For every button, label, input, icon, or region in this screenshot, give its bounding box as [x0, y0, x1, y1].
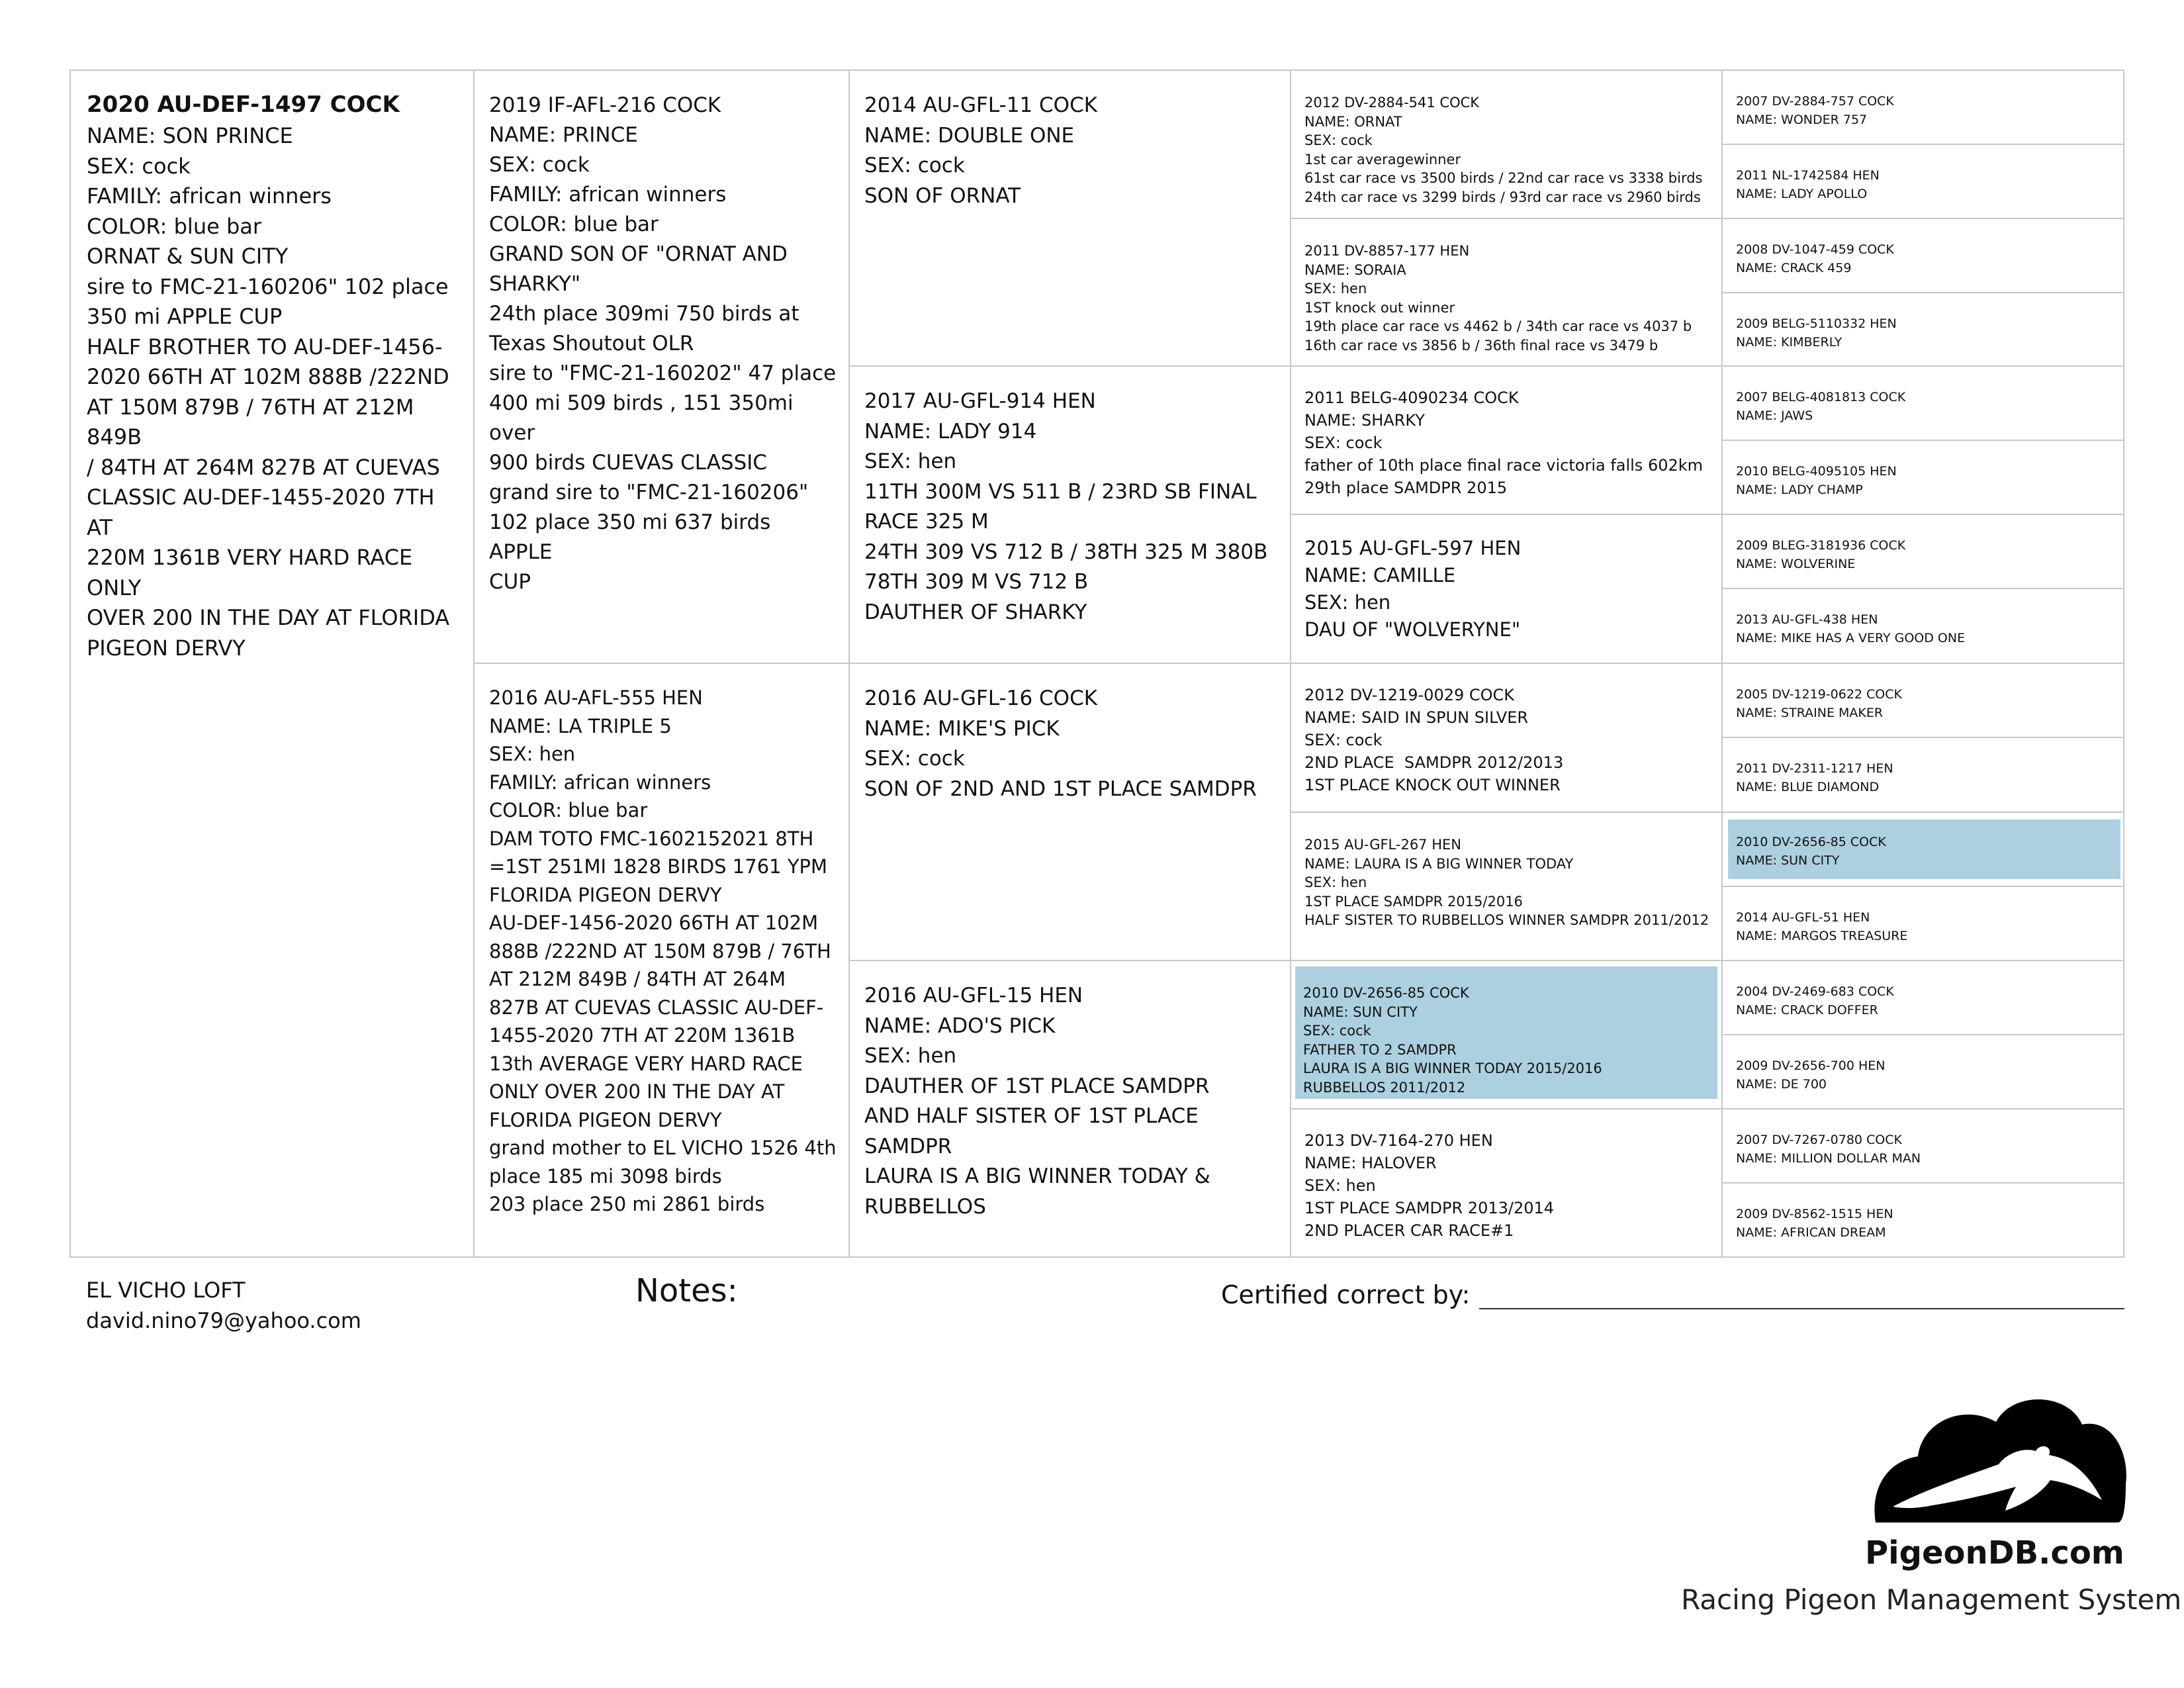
bird-detail-line: AT 212M 849B / 84TH AT 264M: [489, 968, 786, 990]
loft-name: EL VICHO LOFT: [86, 1278, 246, 1303]
bird-detail-line: NAME: LADY 914: [864, 419, 1037, 444]
band-number: 2019 IF-AFL-216 COCK: [489, 93, 721, 117]
bird-detail-line: SEX: hen: [864, 449, 957, 473]
bird-detail-line: 888B /222ND AT 150M 879B / 76TH: [489, 939, 831, 962]
bird-detail-line: NAME: WONDER 757: [1736, 113, 1868, 127]
band-number: 2011 NL-1742584 HEN: [1736, 168, 1880, 183]
band-number: 2004 DV-2469-683 COCK: [1736, 984, 1894, 999]
band-number: 2009 BLEG-3181936 COCK: [1736, 538, 1906, 553]
bird-detail-line: NAME: JAWS: [1736, 408, 1813, 423]
sire-dam-cell: [848, 365, 1291, 664]
bird-detail-line: RUBBELLOS 2011/2012: [1303, 1079, 1466, 1096]
gen4-cell-1: [1290, 70, 1723, 219]
bird-detail-line: 827B AT CUEVAS CLASSIC AU-DEF-: [489, 996, 824, 1019]
bird-detail-line: 16th car race vs 3856 b / 36th final race vs 3479 b: [1304, 337, 1659, 353]
bird-detail-line: NAME: LAURA IS A BIG WINNER TODAY: [1304, 855, 1574, 872]
gen5-cell-15: [1721, 1108, 2124, 1184]
bird-detail-line: NAME: ORNAT: [1304, 113, 1402, 130]
bird-detail-line: NAME: DOUBLE ONE: [864, 123, 1075, 148]
band-number: 2009 BELG-5110332 HEN: [1736, 316, 1897, 331]
bird-detail-line: NAME: LADY CHAMP: [1736, 483, 1863, 497]
gen5-cell-11: [1721, 812, 2124, 887]
bird-detail-line: ONLY OVER 200 IN THE DAY AT: [489, 1080, 785, 1103]
gen5-cell-5: [1721, 365, 2124, 441]
bird-detail-line: / 84TH AT 264M 827B AT CUEVAS: [87, 454, 440, 480]
band-number: 2010 DV-2656-85 COCK: [1303, 985, 1469, 1001]
bird-detail-line: 2ND PLACE SAMDPR 2012/2013: [1304, 753, 1564, 772]
gen5-cell-8: [1721, 588, 2124, 664]
band-number: 2015 AU-GFL-267 HEN: [1304, 837, 1461, 853]
bird-detail-line: 11TH 300M VS 511 B / 23RD SB FINAL: [864, 479, 1257, 504]
bird-detail-line: DAM TOTO FMC-1602152021 8TH: [489, 827, 814, 850]
bird-detail-line: LAURA IS A BIG WINNER TODAY &: [864, 1164, 1210, 1188]
bird-detail-line: COLOR: blue bar: [87, 213, 262, 239]
bird-detail-line: 1ST PLACE KNOCK OUT WINNER: [1304, 776, 1561, 794]
bird-detail-line: SHARKY": [489, 272, 581, 296]
bird-detail-line: NAME: SON PRINCE: [87, 123, 293, 148]
gen5-cell-10: [1721, 737, 2124, 813]
bird-detail-line: NAME: DE 700: [1736, 1077, 1827, 1092]
band-number: 2005 DV-1219-0622 COCK: [1736, 687, 1902, 702]
gen5-cell-1: [1721, 70, 2124, 145]
bird-detail-line: 2020 66TH AT 102M 888B /222ND: [87, 364, 449, 389]
band-number: 2015 AU-GFL-597 HEN: [1304, 537, 1522, 559]
band-number: 2013 AU-GFL-438 HEN: [1736, 612, 1878, 627]
bird-detail-line: AT 150M 879B / 76TH AT 212M 849B: [87, 394, 421, 449]
band-number: 2009 DV-8562-1515 HEN: [1736, 1207, 1893, 1221]
bird-detail-line: HALF SISTER TO RUBBELLOS WINNER SAMDPR 2011/2012: [1304, 912, 1709, 929]
bird-detail-line: COLOR: blue bar: [489, 212, 659, 236]
bird-detail-line: SEX: cock: [87, 153, 191, 179]
bird-detail-line: SEX: cock: [1304, 434, 1383, 452]
sire-cell: [473, 70, 850, 664]
bird-detail-line: NAME: CAMILLE: [1304, 564, 1456, 586]
bird-detail-line: LAURA IS A BIG WINNER TODAY 2015/2016: [1303, 1060, 1602, 1077]
bird-detail-line: 1ST knock out winner: [1304, 299, 1455, 316]
bird-detail-line: NAME: CRACK 459: [1736, 261, 1852, 275]
bird-detail-line: CLASSIC AU-DEF-1455-2020 7TH AT: [87, 485, 441, 540]
gen4-cell-5: [1290, 663, 1723, 813]
bird-detail-line: SEX: cock: [864, 154, 965, 177]
band-number: 2010 DV-2656-85 COCK: [1736, 835, 1886, 849]
band-number: 2014 AU-GFL-11 COCK: [864, 93, 1098, 117]
sire-sire-cell: [848, 70, 1291, 367]
band-number: 2007 DV-2884-757 COCK: [1736, 94, 1894, 109]
band-number: 2009 DV-2656-700 HEN: [1736, 1058, 1886, 1073]
bird-detail-line: HALF BROTHER TO AU-DEF-1456-: [87, 334, 443, 359]
highlighted-bird-sun-city-gen5: [1728, 820, 2120, 879]
bird-detail-line: SEX: cock: [864, 747, 965, 771]
bird-detail-line: NAME: MIKE HAS A VERY GOOD ONE: [1736, 631, 1966, 645]
band-number: 2016 AU-GFL-15 HEN: [864, 984, 1083, 1008]
highlighted-bird-sun-city: [1295, 966, 1717, 1099]
band-number: 2012 DV-1219-0029 COCK: [1304, 686, 1515, 704]
bird-detail-line: PIGEON DERVY: [87, 635, 246, 661]
gen5-cell-2: [1721, 144, 2124, 219]
bird-detail-line: COLOR: blue bar: [489, 799, 648, 821]
bird-detail-line: FAMILY: african winners: [489, 771, 711, 794]
gen5-cell-9: [1721, 663, 2124, 738]
gen4-cell-7: [1290, 960, 1723, 1109]
bird-detail-line: 24TH 309 VS 712 B / 38TH 325 M 380B: [864, 539, 1268, 564]
bird-detail-line: =1ST 251MI 1828 BIRDS 1761 YPM: [489, 855, 828, 878]
owner-email: david.nino79@yahoo.com: [86, 1308, 361, 1333]
band-number: 2010 BELG-4095105 HEN: [1736, 464, 1897, 479]
bird-detail-line: SON OF ORNAT: [864, 183, 1021, 208]
band-number: 2007 DV-7267-0780 COCK: [1736, 1133, 1902, 1147]
bird-detail-line: SEX: cock: [1303, 1023, 1371, 1039]
bird-detail-line: FLORIDA PIGEON DERVY: [489, 883, 722, 906]
band-number: 2008 DV-1047-459 COCK: [1736, 242, 1894, 257]
bird-detail-line: 220M 1361B VERY HARD RACE ONLY: [87, 545, 420, 600]
bird-detail-line: SEX: cock: [1304, 731, 1383, 749]
gen4-cell-6: [1290, 812, 1723, 961]
gen5-cell-12: [1721, 886, 2124, 961]
bird-detail-line: sire to "FMC-21-160202" 47 place: [489, 361, 837, 385]
bird-detail-line: OVER 200 IN THE DAY AT FLORIDA: [87, 605, 450, 630]
pigeon-logo-icon: [1866, 1390, 2131, 1536]
gen4-cell-3: [1290, 365, 1723, 515]
gen5-cell-3: [1721, 218, 2124, 293]
bird-detail-line: FAMILY: african winners: [87, 183, 332, 209]
notes-label: Notes:: [635, 1272, 738, 1309]
band-number: 2011 DV-8857-177 HEN: [1304, 243, 1470, 259]
bird-detail-line: AU-DEF-1456-2020 66TH AT 102M: [489, 912, 819, 934]
band-number: 2011 BELG-4090234 COCK: [1304, 389, 1519, 407]
bird-detail-line: NAME: MIKE'S PICK: [864, 716, 1060, 741]
band-number: 2012 DV-2884-541 COCK: [1304, 95, 1480, 111]
bird-detail-line: FLORIDA PIGEON DERVY: [489, 1108, 722, 1131]
bird-detail-line: DAUTHER OF SHARKY: [864, 600, 1087, 624]
bird-detail-line: NAME: SORAIA: [1304, 261, 1406, 278]
bird-detail-line: 900 birds CUEVAS CLASSIC: [489, 451, 768, 475]
band-number: 2007 BELG-4081813 COCK: [1736, 390, 1906, 404]
gen5-cell-13: [1721, 960, 2124, 1035]
dam-cell: [473, 663, 850, 1258]
bird-detail-line: NAME: STRAINE MAKER: [1736, 706, 1884, 720]
bird-detail-line: 1ST PLACE SAMDPR 2013/2014: [1304, 1199, 1555, 1217]
bird-detail-line: SON OF 2ND AND 1ST PLACE SAMDPR: [864, 776, 1257, 801]
bird-detail-line: father of 10th place final race victoria falls 602km: [1304, 456, 1704, 475]
certified-label: Certified correct by:: [1221, 1280, 1471, 1309]
bird-detail-line: SEX: hen: [489, 743, 576, 765]
bird-detail-line: 203 place 250 mi 2861 birds: [489, 1193, 765, 1215]
gen4-cell-8: [1290, 1108, 1723, 1258]
bird-detail-line: SAMDPR: [864, 1134, 952, 1158]
bird-detail-line: grand sire to "FMC-21-160206": [489, 481, 809, 504]
bird-detail-line: GRAND SON OF "ORNAT AND: [489, 242, 788, 266]
brand-name: PigeonDB.com: [1865, 1534, 2124, 1571]
signature-line: [1479, 1308, 2124, 1309]
bird-detail-line: NAME: ADO'S PICK: [864, 1013, 1056, 1038]
band-number: 2016 AU-AFL-555 HEN: [489, 686, 703, 709]
bird-detail-line: 1455-2020 7TH AT 220M 1361B: [489, 1024, 796, 1047]
bird-detail-line: place 185 mi 3098 birds: [489, 1164, 722, 1188]
bird-detail-line: DAU OF "WOLVERYNE": [1304, 618, 1521, 641]
band-number: 2013 DV-7164-270 HEN: [1304, 1131, 1493, 1150]
dam-dam-cell: [848, 960, 1291, 1258]
bird-detail-line: Texas Shoutout OLR: [489, 332, 694, 355]
bird-detail-line: NAME: MILLION DOLLAR MAN: [1736, 1151, 1921, 1166]
bird-detail-line: 350 mi APPLE CUP: [87, 304, 283, 329]
bird-detail-line: SEX: hen: [1304, 281, 1367, 297]
bird-detail-line: NAME: LA TRIPLE 5: [489, 714, 672, 737]
bird-detail-line: grand mother to EL VICHO 1526 4th: [489, 1137, 837, 1159]
bird-detail-line: NAME: CRACK DOFFER: [1736, 1003, 1878, 1017]
bird-detail-line: 400 mi 509 birds , 151 350mi over: [489, 391, 800, 445]
bird-detail-line: SEX: hen: [1304, 1176, 1376, 1195]
bird-detail-line: ORNAT & SUN CITY: [87, 244, 289, 269]
gen5-cell-4: [1721, 292, 2124, 367]
gen5-cell-16: [1721, 1182, 2124, 1258]
bird-detail-line: DAUTHER OF 1ST PLACE SAMDPR: [864, 1074, 1210, 1098]
bird-detail-line: SEX: hen: [1304, 874, 1367, 891]
bird-detail-line: SEX: hen: [1304, 591, 1391, 614]
dam-sire-cell: [848, 663, 1291, 961]
bird-detail-line: AND HALF SISTER OF 1ST PLACE: [864, 1104, 1199, 1128]
bird-detail-line: 61st car race vs 3500 birds / 22nd car race vs 3338 birds: [1304, 170, 1703, 187]
bird-detail-line: NAME: MARGOS TREASURE: [1736, 929, 1908, 943]
bird-detail-line: 1ST PLACE SAMDPR 2015/2016: [1304, 893, 1523, 910]
bird-detail-line: FATHER TO 2 SAMDPR: [1303, 1041, 1457, 1058]
bird-detail-line: 102 place 350 mi 637 birds APPLE: [489, 510, 778, 564]
bird-detail-line: 24th car race vs 3299 birds / 93rd car race vs 2960 birds: [1304, 189, 1701, 205]
bird-detail-line: NAME: SAID IN SPUN SILVER: [1304, 708, 1529, 727]
bird-detail-line: NAME: KIMBERLY: [1736, 335, 1843, 350]
band-number: 2017 AU-GFL-914 HEN: [864, 389, 1096, 413]
bird-detail-line: NAME: SHARKY: [1304, 411, 1425, 430]
brand-tagline: Racing Pigeon Management System: [1681, 1583, 2182, 1616]
bird-detail-line: RACE 325 M: [864, 510, 989, 534]
gen5-cell-14: [1721, 1034, 2124, 1109]
bird-detail-line: SEX: hen: [864, 1044, 957, 1068]
bird-detail-line: 78TH 309 M VS 712 B: [864, 570, 1089, 594]
bird-detail-line: NAME: SUN CITY: [1303, 1004, 1418, 1020]
bird-detail-line: NAME: WOLVERINE: [1736, 557, 1856, 571]
bird-detail-line: FAMILY: african winners: [489, 183, 727, 207]
pedigree-grid: [69, 70, 2124, 1258]
bird-detail-line: RUBBELLOS: [864, 1194, 986, 1219]
bird-detail-line: NAME: LADY APOLLO: [1736, 187, 1868, 201]
bird-detail-line: sire to FMC-21-160206" 102 place: [87, 273, 449, 299]
gen4-cell-4: [1290, 514, 1723, 664]
bird-detail-line: 2ND PLACER CAR RACE#1: [1304, 1221, 1514, 1240]
subject-bird-cell: [69, 70, 475, 1258]
band-number: 2011 DV-2311-1217 HEN: [1736, 761, 1893, 776]
gen5-cell-6: [1721, 440, 2124, 515]
bird-detail-line: SEX: cock: [1304, 132, 1373, 149]
bird-detail-line: NAME: HALOVER: [1304, 1154, 1437, 1172]
bird-detail-line: SEX: cock: [489, 153, 590, 177]
bird-detail-line: 29th place SAMDPR 2015: [1304, 479, 1508, 497]
bird-detail-line: NAME: AFRICAN DREAM: [1736, 1225, 1886, 1240]
gen4-cell-2: [1290, 218, 1723, 367]
band-number: 2016 AU-GFL-16 COCK: [864, 686, 1098, 710]
bird-detail-line: 13th AVERAGE VERY HARD RACE: [489, 1052, 803, 1075]
bird-detail-line: 19th place car race vs 4462 b / 34th car race vs 4037 b: [1304, 318, 1692, 335]
band-number: 2014 AU-GFL-51 HEN: [1736, 910, 1870, 925]
bird-detail-line: NAME: SUN CITY: [1736, 853, 1840, 868]
band-number: 2020 AU-DEF-1497 COCK: [87, 91, 400, 118]
bird-detail-line: 24th place 309mi 750 birds at: [489, 302, 799, 326]
bird-detail-line: NAME: PRINCE: [489, 123, 638, 147]
bird-detail-line: CUP: [489, 570, 531, 594]
gen5-cell-7: [1721, 514, 2124, 589]
bird-detail-line: NAME: BLUE DIAMOND: [1736, 780, 1880, 794]
bird-detail-line: 1st car averagewinner: [1304, 151, 1461, 167]
